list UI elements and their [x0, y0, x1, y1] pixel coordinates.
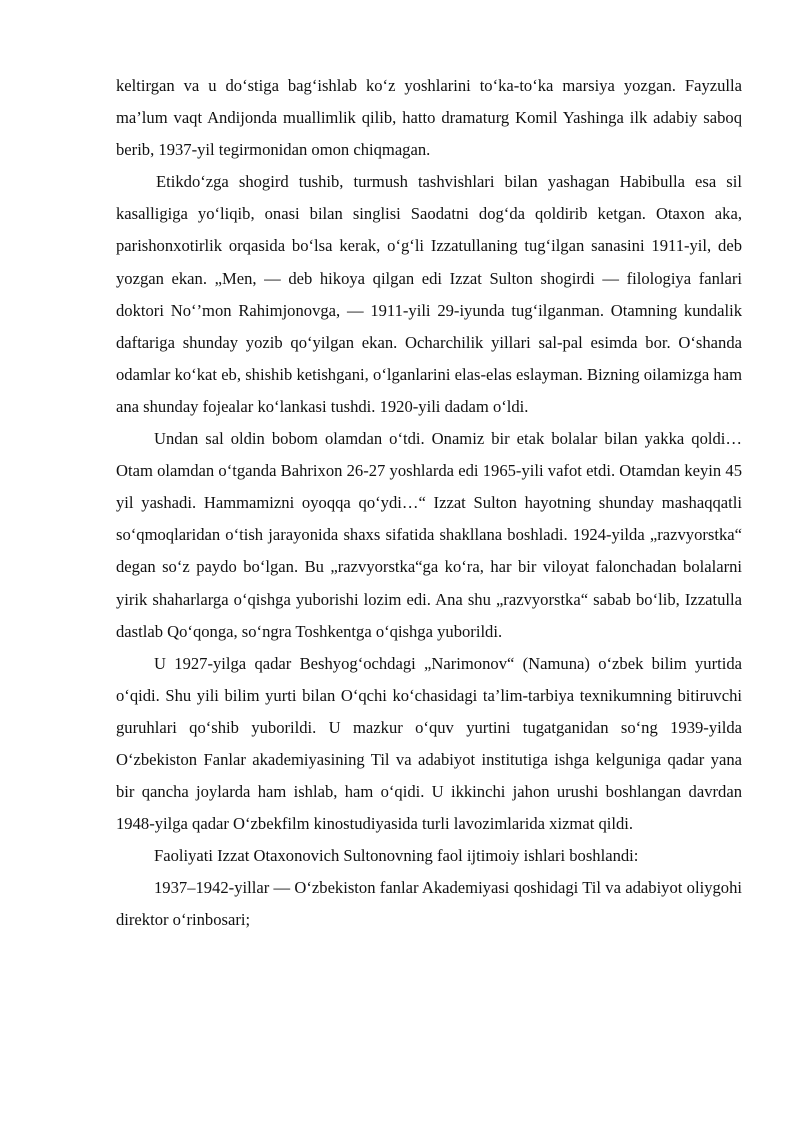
paragraph-continuation: keltirgan va u do‘stiga bag‘ishlab ko‘z yoshlarini to‘ka-to‘ka marsiya yozgan. Fayzulla ma’lum vaqt Andijonda muallimlik qilib, hatto dramaturg Komil Yashinga ilk adabiy saboq berib, 1937-yil tegirmonidan omon chiqmagan. — [116, 76, 742, 160]
paragraph-habibulla: Etikdo‘zga shogird tushib, turmush tashvishlari bilan yashagan Habibulla esa sil kasalligiga yo‘liqib, onasi bilan singlisi Saodatni dog‘da qoldirib ketgan. Otaxon aka, parishonxotirlik orqasida bo‘lsa kerak, o‘g‘li Izzatullaning tug‘ilgan sanasini 1911-yil, deb yozgan ekan. „Men, — deb hikoya qilgan edi Izzat Sulton shogirdi — filologiya fanlari doktori No‘’mon Rahimjonovga, — 1911-yili 29-iyunda tug‘ilganman. Otamning kundalik daftariga shunday yozib qo‘yilgan ekan. Ocharchilik yillari sal-pal esimda bor. O‘shanda odamlar ko‘kat eb, shishib ketishgani, o‘lganlarini elas-elas eslayman. Bizning oilamizga ham ana shunday fojealar ko‘lankasi tushdi. 1920-yili dadam o‘ldi. — [116, 172, 742, 416]
paragraph-activity-intro: Faoliyati Izzat Otaxonovich Sultonovning faol ijtimoiy ishlari boshlandi: — [154, 846, 639, 866]
paragraph-grandfather: Undan sal oldin bobom olamdan o‘tdi. Onamiz bir etak bolalar bilan yakka qoldi… Otam olamdan o‘tganda Bahrixon 26-27 yoshlarda edi 1965-yili vafot etdi. Otamdan keyin 45 yil yashadi. Hammamizni oyoqqa qo‘ydi…“ Izzat Sulton hayotning shunday mashaqqatli so‘qmoqlaridan o‘tish jarayonida shaxs sifatida shakllana boshladi. 1924-yilda „razvyorstka“ degan so‘z paydo bo‘lgan. Bu „razvyorstka“ga ko‘ra, har bir viloyat falonchadan bolalarni yirik shaharlarga o‘qishga yuborishi lozim edi. Ana shu „razvyorstka“ sabab bo‘lib, Izzatulla dastlab Qo‘qonga, so‘ngra Toshkentga o‘qishga yuborildi. — [116, 429, 742, 641]
paragraph-career-entry: 1937–1942-yillar — O‘zbekiston fanlar Akademiyasi qoshidagi Til va adabiyot oliygohi direktor o‘rinbosari; — [116, 878, 742, 930]
paragraph-education: U 1927-yilga qadar Beshyog‘ochdagi „Narimonov“ (Namuna) o‘zbek bilim yurtida o‘qidi. Shu yili bilim yurti bilan O‘qchi ko‘chasidagi ta’lim-tarbiya texnikumning bitiruvchi guruhlari qo‘shib yuborildi. U mazkur o‘quv yurtini tugatganidan so‘ng 1939-yilda O‘zbekiston Fanlar akademiyasining Til va adabiyot institutiga ishga kelguniga qadar yana bir qancha joylarda ham ishlab, ham o‘qidi. U ikkinchi jahon urushi boshlangan davrdan 1948-yilga qadar O‘zbekfilm kinostudiyasida turli lavozimlarida xizmat qildi. — [116, 653, 742, 834]
body-text — [116, 70, 742, 937]
